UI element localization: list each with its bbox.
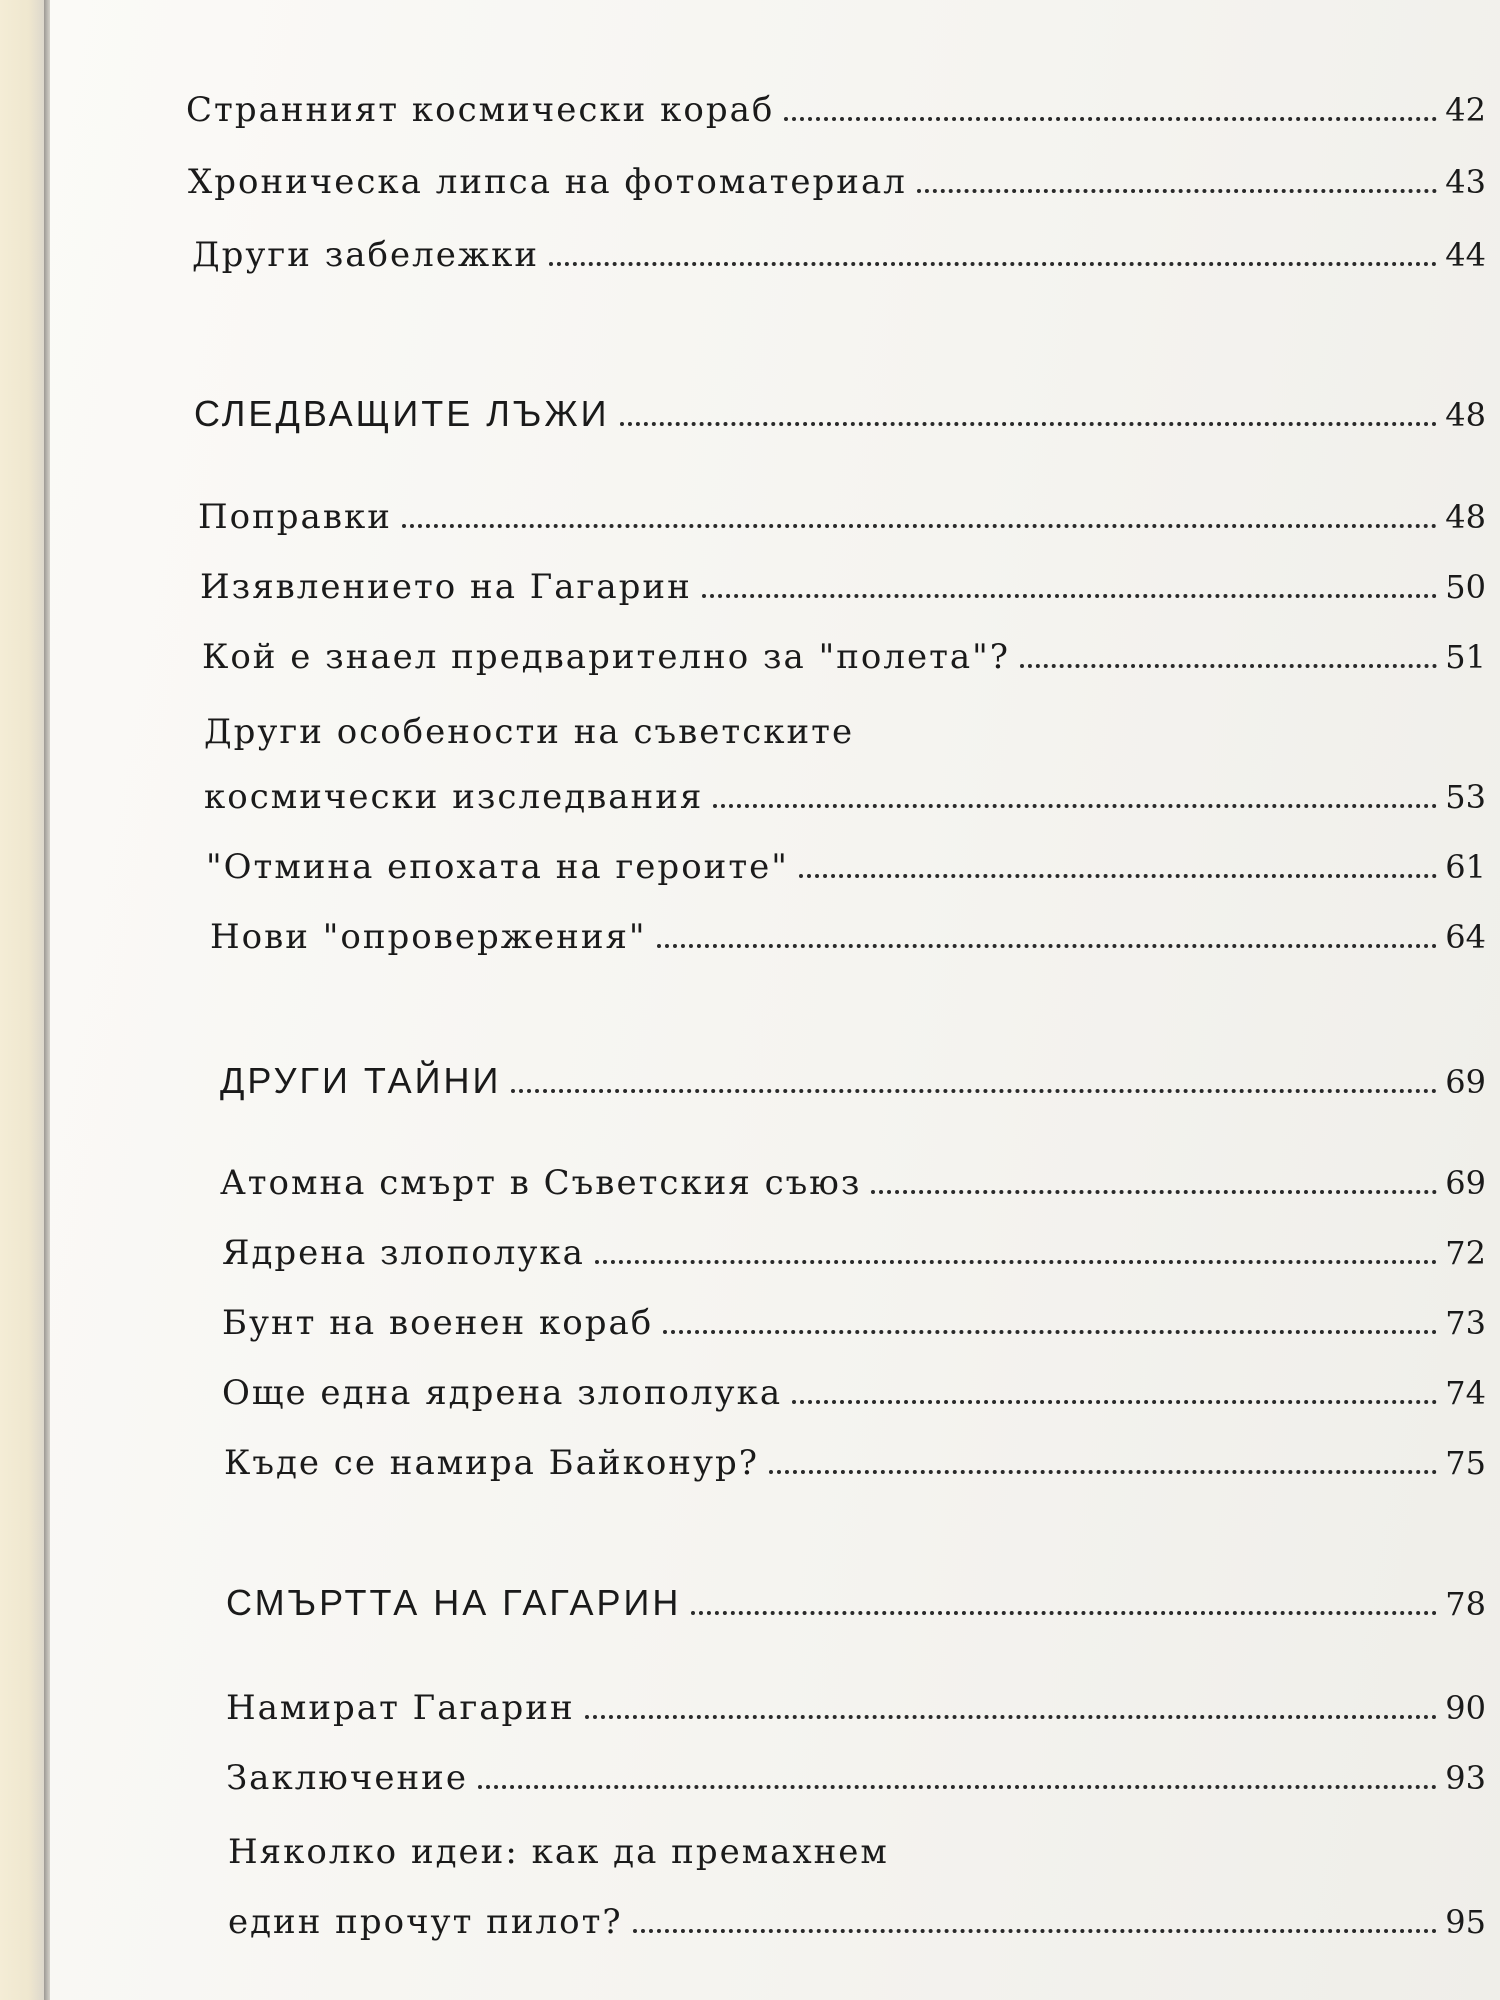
toc-entry-title: космически изследвания (204, 777, 704, 817)
toc-entry (202, 637, 1486, 677)
dot-leader (657, 944, 1438, 948)
toc-entry-page: 69 (1445, 1063, 1486, 1101)
toc-entry (226, 1688, 1486, 1728)
toc-entry-page: 50 (1445, 568, 1486, 606)
toc-entry-page: 51 (1445, 638, 1486, 676)
toc-entry-title: Хроническа липса на фотоматериал (188, 162, 907, 202)
toc-entry-title: Изявлението на Гагарин (200, 567, 692, 607)
toc-entry-title: Странният космически кораб (186, 90, 775, 130)
toc-entry-page: 42 (1445, 91, 1486, 129)
dot-leader (784, 117, 1437, 121)
toc-entry-page: 90 (1445, 1689, 1486, 1727)
dot-leader (713, 804, 1437, 808)
toc-entry-title: Нови "опровержения" (210, 917, 647, 957)
dot-leader (769, 1470, 1437, 1474)
toc-entry-title-line1: Други особености на съветските (204, 712, 855, 752)
dot-leader (663, 1330, 1437, 1334)
toc-entry-title: един прочут пилот? (228, 1902, 623, 1942)
dot-leader (917, 189, 1437, 193)
dot-leader (620, 422, 1438, 426)
dot-leader (585, 1715, 1438, 1719)
dot-leader (871, 1190, 1437, 1194)
toc-entry (206, 847, 1486, 887)
dot-leader (702, 594, 1438, 598)
toc-entry-title: Заключение (226, 1758, 468, 1798)
dot-leader (1020, 664, 1437, 668)
dot-leader (402, 524, 1437, 528)
dot-leader (799, 874, 1437, 878)
toc-entry-page: 78 (1445, 1585, 1486, 1623)
toc-entry (210, 917, 1486, 957)
toc-entry (198, 497, 1486, 537)
toc-entry (222, 1303, 1486, 1343)
toc-entry-page: 53 (1445, 778, 1486, 816)
toc-entry-title: Къде се намира Байконур? (224, 1443, 759, 1483)
toc-entry (204, 777, 1486, 817)
toc-entry (228, 1902, 1486, 1942)
dot-leader (595, 1260, 1437, 1264)
toc-entry-page: 72 (1445, 1234, 1486, 1272)
toc-entry-title: Още една ядрена злополука (222, 1373, 783, 1413)
toc-entry-title: Бунт на военен кораб (222, 1303, 654, 1343)
toc-section-heading (194, 393, 1486, 435)
toc-entry-page: 75 (1445, 1444, 1486, 1482)
dot-leader (478, 1785, 1437, 1789)
toc-section-heading (220, 1060, 1486, 1102)
toc-entry-page: 64 (1445, 918, 1486, 956)
toc-entry-page: 48 (1445, 396, 1486, 434)
toc-entry-page: 74 (1445, 1374, 1486, 1412)
toc-entry-page: 48 (1445, 498, 1486, 536)
toc-entry-page: 44 (1445, 236, 1486, 274)
toc-entry-title: Атомна смърт в Съветския съюз (220, 1163, 862, 1203)
toc-entry-title: Ядрена злополука (222, 1233, 585, 1273)
section-title: ДРУГИ ТАЙНИ (220, 1060, 502, 1101)
toc-entry-page: 43 (1445, 163, 1486, 201)
toc-entry-page: 61 (1445, 848, 1486, 886)
toc-entry-title: Кой е знаел предварително за "полета"? (202, 637, 1011, 677)
toc-entry-title: Поправки (198, 497, 392, 537)
dot-leader (549, 262, 1437, 266)
section-title: СМЪРТТА НА ГАГАРИН (226, 1582, 682, 1623)
toc-entry-page: 95 (1445, 1903, 1486, 1941)
toc-entry-title: "Отмина епохата на героите" (206, 847, 789, 887)
dot-leader (691, 1611, 1437, 1615)
dot-leader (511, 1089, 1437, 1093)
toc-entry (192, 235, 1486, 275)
toc-entry (200, 567, 1486, 607)
section-title: СЛЕДВАЩИТЕ ЛЪЖИ (194, 393, 610, 434)
toc-entry-title: Други забележки (192, 235, 540, 275)
toc-entry-page: 73 (1445, 1304, 1486, 1342)
toc-entry (226, 1758, 1486, 1798)
toc-entry-title: Намират Гагарин (226, 1688, 575, 1728)
toc-entry (222, 1373, 1486, 1413)
toc-entry (222, 1233, 1486, 1273)
toc-section-heading (226, 1582, 1486, 1624)
book-page (50, 0, 1500, 2000)
toc-entry (188, 162, 1486, 202)
toc-entry-page: 93 (1445, 1759, 1486, 1797)
book-gutter (0, 0, 48, 2000)
toc-entry (220, 1163, 1486, 1203)
toc-entry-page: 69 (1445, 1164, 1486, 1202)
dot-leader (792, 1400, 1437, 1404)
toc-entry (186, 90, 1486, 130)
toc-entry-title-line1: Няколко идеи: как да премахнем (228, 1832, 889, 1872)
dot-leader (633, 1929, 1438, 1933)
toc-entry (224, 1443, 1486, 1483)
